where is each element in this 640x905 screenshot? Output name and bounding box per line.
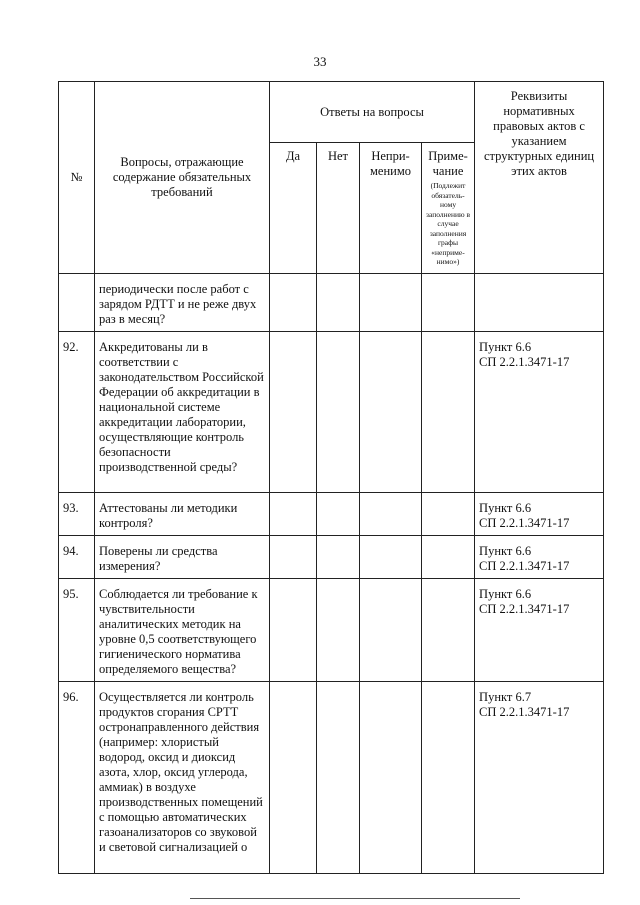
requisites-line-2: СП 2.2.1.3471-17 <box>479 355 570 369</box>
row-requisites <box>475 274 604 332</box>
requisites-line-2: СП 2.2.1.3471-17 <box>479 559 570 573</box>
row-requisites <box>475 332 604 493</box>
answer-yes-cell[interactable] <box>270 493 317 536</box>
row-question: периодически после работ с зарядом РДТТ и не реже двух раз в месяц? <box>95 274 270 332</box>
requisites-line-1: Пункт 6.6 <box>479 340 532 354</box>
row-question: Аттестованы ли методики контроля? <box>95 493 270 536</box>
requisites-line-1: Пункт 6.6 <box>479 544 532 558</box>
answer-not-applicable-cell[interactable] <box>360 332 422 493</box>
header-questions <box>95 82 270 274</box>
table-row <box>59 682 604 874</box>
requisites-line-1: Пункт 6.6 <box>479 587 532 601</box>
requisites-line-2: СП 2.2.1.3471-17 <box>479 705 570 719</box>
answer-yes-cell[interactable] <box>270 274 317 332</box>
answer-not-applicable-cell[interactable] <box>360 579 422 682</box>
checklist-table <box>58 81 604 874</box>
header-note-text: Приме-чание <box>428 149 468 178</box>
requisites-line-2: СП 2.2.1.3471-17 <box>479 516 570 530</box>
header-yes-text: Да <box>285 149 301 163</box>
header-number-text: № <box>70 170 83 184</box>
row-question: Поверены ли средства измерения? <box>95 536 270 579</box>
answer-yes-cell[interactable] <box>270 536 317 579</box>
header-questions-text: Вопросы, отражающие содержание обязательных требований <box>112 155 252 199</box>
header-no <box>317 143 360 274</box>
table-row <box>59 536 604 579</box>
row-number: 92. <box>59 332 95 493</box>
answer-yes-cell[interactable] <box>270 332 317 493</box>
header-note <box>422 143 475 274</box>
header-not-applicable-text: Непри-менимо <box>370 149 411 178</box>
row-requisites <box>475 682 604 874</box>
header-number <box>59 82 95 274</box>
page-number: 33 <box>313 54 327 69</box>
answer-note-cell[interactable] <box>422 274 475 332</box>
answer-note-cell[interactable] <box>422 536 475 579</box>
row-question: Осуществляется ли контроль продуктов сгорания СРТТ остронаправленного действия (например: хлористый водород, оксид и диоксид азота, хлор, оксид углерода, аммиак) в воздухе производственных помещений с помощью автоматических газоанализаторов со звуковой и световой сигнализацией о <box>95 682 270 874</box>
row-question: Аккредитованы ли в соответствии с законодательством Российской Федерации об аккредитации в национальной системе аккредитации лаборатории, осуществляющие контроль безопасности производственной среды? <box>95 332 270 493</box>
row-requisites <box>475 579 604 682</box>
answer-not-applicable-cell[interactable] <box>360 493 422 536</box>
header-note-small-text: (Подлежит обязатель-ному заполнению в случае заполнения графы «неприме-нимо») <box>426 181 471 266</box>
header-no-text: Нет <box>327 149 349 163</box>
answer-not-applicable-cell[interactable] <box>360 536 422 579</box>
row-requisites <box>475 536 604 579</box>
row-number: 96. <box>59 682 95 874</box>
header-not-applicable <box>360 143 422 274</box>
requisites-line-1: Пункт 6.7 <box>479 690 532 704</box>
requisites-line-2: СП 2.2.1.3471-17 <box>479 602 570 616</box>
header-answers <box>270 82 475 143</box>
bottom-divider <box>190 898 520 899</box>
table-row <box>59 493 604 536</box>
answer-no-cell[interactable] <box>317 536 360 579</box>
row-number: 94. <box>59 536 95 579</box>
row-question: Соблюдается ли требование к чувствительности аналитических методик на уровне 0,5 соответствующего гигиенического норматива определяемого вещества? <box>95 579 270 682</box>
row-requisites <box>475 493 604 536</box>
row-number: 95. <box>59 579 95 682</box>
header-yes <box>270 143 317 274</box>
row-number <box>59 274 95 332</box>
answer-no-cell[interactable] <box>317 274 360 332</box>
answer-no-cell[interactable] <box>317 332 360 493</box>
row-number: 93. <box>59 493 95 536</box>
answer-no-cell[interactable] <box>317 682 360 874</box>
answer-no-cell[interactable] <box>317 493 360 536</box>
answer-not-applicable-cell[interactable] <box>360 274 422 332</box>
requisites-line-1: Пункт 6.6 <box>479 501 532 515</box>
answer-note-cell[interactable] <box>422 493 475 536</box>
answer-yes-cell[interactable] <box>270 579 317 682</box>
table-row <box>59 332 604 493</box>
table-row <box>59 274 604 332</box>
answer-note-cell[interactable] <box>422 579 475 682</box>
answer-not-applicable-cell[interactable] <box>360 682 422 874</box>
header-answers-text: Ответы на вопросы <box>320 104 424 119</box>
answer-yes-cell[interactable] <box>270 682 317 874</box>
header-requisites <box>475 82 604 274</box>
answer-no-cell[interactable] <box>317 579 360 682</box>
answer-note-cell[interactable] <box>422 332 475 493</box>
table-row <box>59 579 604 682</box>
header-requisites-text: Реквизиты нормативных правовых актов с указанием структурных единиц этих актов <box>483 89 595 178</box>
answer-note-cell[interactable] <box>422 682 475 874</box>
